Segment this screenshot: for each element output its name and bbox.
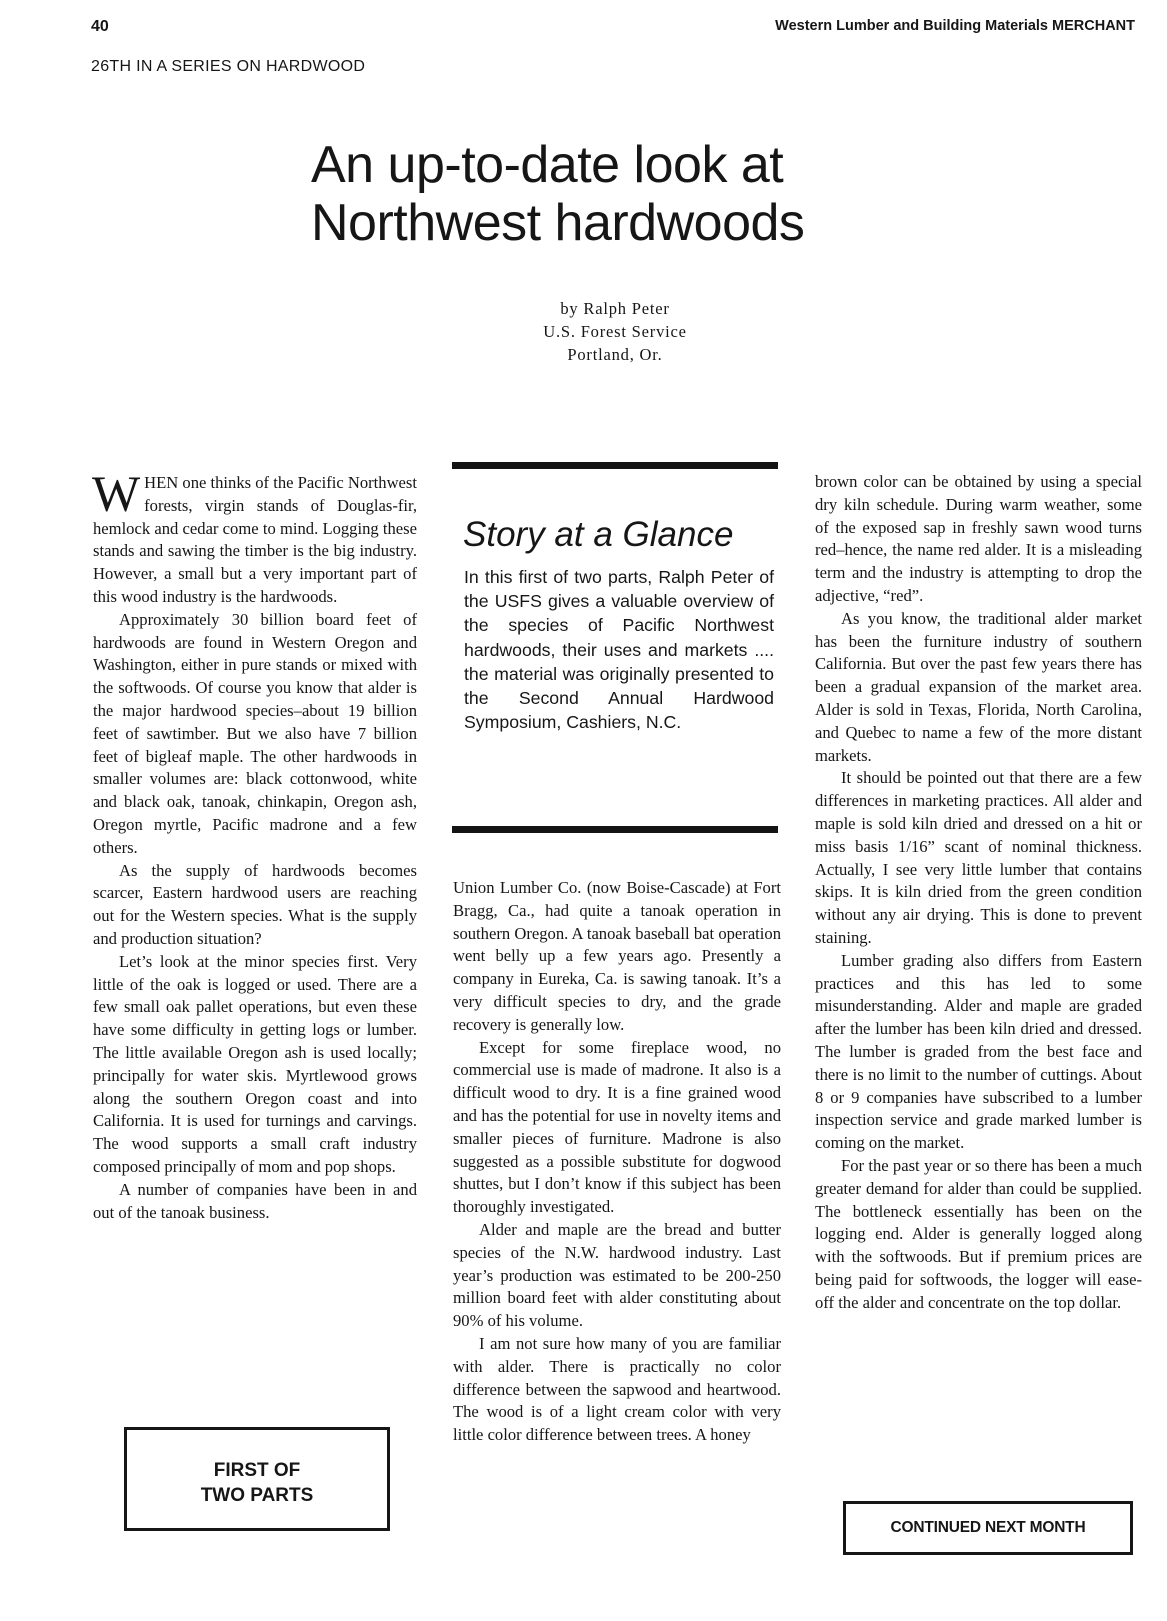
paragraph: Except for some fireplace wood, no commercial use is made of madrone. It also is a difficult wood to dry. It is a fine grained wood and has the potential for use in novelty items and smaller pieces of furniture. Madrone is also suggested as a possible substitute for dogwood shuttes, but I don’t know if this subject has been thoroughly investigated. (453, 1037, 781, 1217)
column-3 (815, 471, 1142, 1314)
title-line-1: An up-to-date look at (311, 136, 784, 194)
glance-text: In this first of two parts, Ralph Peter of the USFS gives a valuable overview of the species of Pacific Northwest hardwoods, their uses and markets .... the material was originally presented to the Second Annual Hardwood Symposium, Cashiers, N.C. (464, 567, 774, 733)
paragraph: brown color can be obtained by using a special dry kiln schedule. During warm weather, some of the exposed sap in freshly sawn wood turns red–hence, the name red alder. It is a misleading term and the industry is attempting to drop the adjective, “red”. (815, 472, 1142, 605)
column-2 (453, 877, 781, 1447)
paragraph: Alder and maple are the bread and butter species of the N.W. hardwood industry. Last year’s production was estimated to be 200-250 million board feet with alder constituting about 90% of his volume. (453, 1219, 781, 1331)
continued-next-month-box (843, 1501, 1133, 1555)
drop-cap: W (92, 467, 141, 523)
affiliation: U.S. Forest Service (543, 322, 687, 341)
glance-top-rule (452, 462, 778, 469)
parts-line-1: FIRST OF (213, 1460, 301, 1481)
paragraph: Lumber grading also differs from Eastern practices and this has led to some misunderstanding. Alder and maple are graded after the lumber has been kiln dried and dressed. The lumber is graded from the best face and there is no limit to the number of cuttings. About 8 or 9 companies have subscribed to a lumber inspection service and grade marked lumber is coming on the market. (815, 950, 1142, 1153)
paragraph-text: HEN one thinks of the Pacific Northwest forests, virgin stands of Douglas-fir, hemlock and cedar come to mind. Logging these stands and sawing the timber is the big industry. However, a small but a very important part of this wood industry is the hardwoods. (93, 473, 417, 606)
column-1 (92, 467, 417, 1224)
byline (440, 297, 790, 366)
article-title (311, 136, 1031, 252)
first-of-two-parts-box (124, 1427, 390, 1531)
glance-title: Story at a Glance (463, 515, 734, 554)
page-number: 40 (91, 18, 109, 35)
parts-line-2: TWO PARTS (200, 1485, 314, 1506)
glance-bottom-rule (452, 826, 778, 833)
title-line-2: Northwest hardwoods (311, 194, 805, 252)
publication-name: Western Lumber and Building Materials MERCHANT (775, 18, 1135, 34)
paragraph: Let’s look at the minor species first. Very little of the oak is logged or used. There are a few small oak pallet operations, but even these have some difficulty in getting logs or lumber. The little available Oregon ash is used locally; principally for water skis. Myrtlewood grows along the southern Oregon coast and into California. It is used for turnings and carvings. The wood supports a small craft industry composed principally of mom and pop shops. (93, 951, 417, 1176)
paragraph: As you know, the traditional alder market has been the furniture industry of southern California. But over the past few years there has been a gradual expansion of the market area. Alder is sold in Texas, Florida, North Carolina, and Quebec to name a few of the more distant markets. (815, 608, 1142, 765)
author: by Ralph Peter (560, 299, 670, 318)
paragraph: A number of companies have been in and out of the tanoak business. (93, 1179, 417, 1222)
paragraph: As the supply of hardwoods becomes scarcer, Eastern hardwood users are reaching out for the Western species. What is the supply and production situation? (93, 860, 417, 948)
paragraph (92, 467, 417, 609)
location: Portland, Or. (567, 345, 663, 364)
paragraph: I am not sure how many of you are familiar with alder. There is practically no color difference between the sapwood and heartwood. The wood is of a light cream color with very little color difference between trees. A honey (453, 1333, 781, 1445)
series-label: 26TH IN A SERIES ON HARDWOOD (91, 58, 366, 75)
paragraph: Union Lumber Co. (now Boise-Cascade) at Fort Bragg, Ca., had quite a tanoak operation in southern Oregon. A tanoak baseball bat operation went belly up a few years ago. Presently a company in Eureka, Ca. is sawing tanoak. It’s a very difficult species to dry, and the grade recovery is generally low. (453, 878, 781, 1034)
paragraph: Approximately 30 billion board feet of hardwoods are found in Western Oregon and Washington, either in pure stands or mixed with the softwoods. Of course you know that alder is the major hardwood species–about 19 billion feet of sawtimber. But we also have 7 billion feet of bigleaf maple. The other hardwoods in smaller volumes are: black cottonwood, white and black oak, tanoak, chinkapin, Oregon ash, Oregon myrtle, Pacific madrone and a few others. (93, 609, 417, 857)
continued-label: CONTINUED NEXT MONTH (890, 1519, 1086, 1536)
paragraph: For the past year or so there has been a much greater demand for alder than could be supplied. The bottleneck essentially has been on the logging end. Alder is generally logged along with the softwoods. But if premium prices are being paid for softwoods, the logger will ease-off the alder and concentrate on the top dollar. (815, 1155, 1142, 1312)
paragraph: It should be pointed out that there are a few differences in marketing practices. All alder and maple is sold kiln dried and dressed on a hit or miss basis 1/16” scant of nominal thickness. Actually, I see very little lumber that contains skips. It is kiln dried from the green condition without any air drying. This is done to prevent staining. (815, 768, 1142, 947)
